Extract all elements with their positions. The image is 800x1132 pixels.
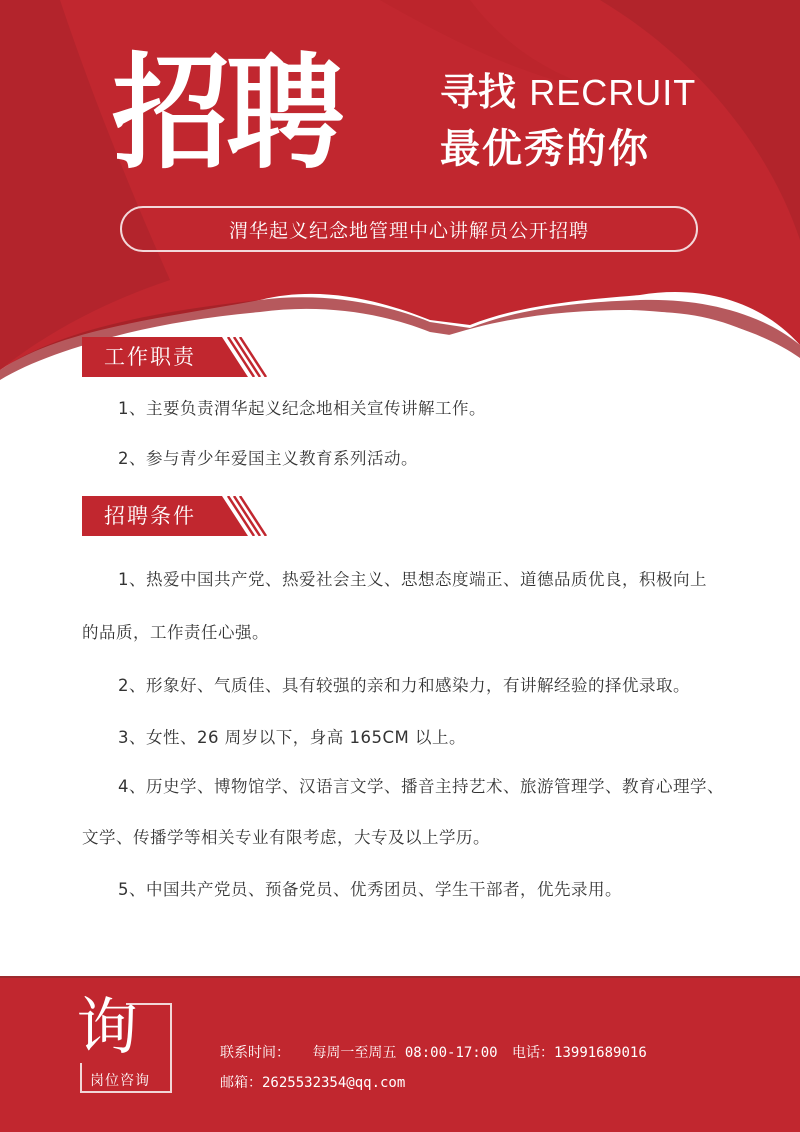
requirement-item-1-line2: 的品质，工作责任心强。 <box>82 623 269 642</box>
section-heading-duties <box>82 337 272 377</box>
main-title-recruit: 招聘 <box>112 40 341 186</box>
requirement-item-3: 3、女性、26 周岁以下，身高 165CM 以上。 <box>118 728 466 747</box>
phone-label: 电话： <box>512 1045 555 1061</box>
email-value[interactable]: 2625532354@qq.com <box>262 1075 406 1091</box>
section-heading-duties-label: 工作职责 <box>104 345 196 369</box>
requirement-item-2: 2、形象好、气质佳、具有较强的亲和力和感染力，有讲解经验的择优录取。 <box>118 676 690 695</box>
consult-label: 岗位咨询 <box>90 1073 150 1089</box>
frame-left <box>80 1063 82 1093</box>
contact-email <box>220 1072 405 1092</box>
email-label: 邮箱： <box>220 1075 262 1091</box>
subtitle-text: 渭华起义纪念地管理中心讲解员公开招聘 <box>228 219 589 242</box>
ask-icon-char: 询 <box>76 990 139 1063</box>
contact-time-phone <box>220 1042 647 1062</box>
tagline-find-cn: 寻找 <box>440 70 517 114</box>
subtitle-pill <box>120 206 698 252</box>
requirement-item-4-line1: 4、历史学、博物馆学、汉语言文学、播音主持艺术、旅游管理学、教育心理学、 <box>118 777 724 796</box>
contact-time-label: 联系时间： <box>220 1045 290 1061</box>
frame-bottom-left <box>80 1091 126 1093</box>
duty-item-1: 1、主要负责渭华起义纪念地相关宣传讲解工作。 <box>118 399 486 418</box>
tagline-recruit-en: RECRUIT <box>529 72 697 113</box>
requirement-item-1-line1: 1、热爱中国共产党、热爱社会主义、思想态度端正、道德品质优良，积极向上 <box>118 570 707 589</box>
contact-time-value: 每周一至周五 08:00-17:00 <box>312 1045 498 1061</box>
phone-value[interactable]: 13991689016 <box>554 1045 647 1061</box>
section-heading-requirements <box>82 496 272 536</box>
requirement-item-5: 5、中国共产党员、预备党员、优秀团员、学生干部者，优先录用。 <box>118 880 622 899</box>
tagline-best-you: 最优秀的你 <box>440 126 650 172</box>
section-heading-requirements-label: 招聘条件 <box>104 504 196 528</box>
requirement-item-4-line2: 文学、传播学等相关专业有限考虑，大专及以上学历。 <box>82 828 490 847</box>
tagline-find <box>440 70 696 115</box>
duty-item-2: 2、参与青少年爱国主义教育系列活动。 <box>118 449 418 468</box>
